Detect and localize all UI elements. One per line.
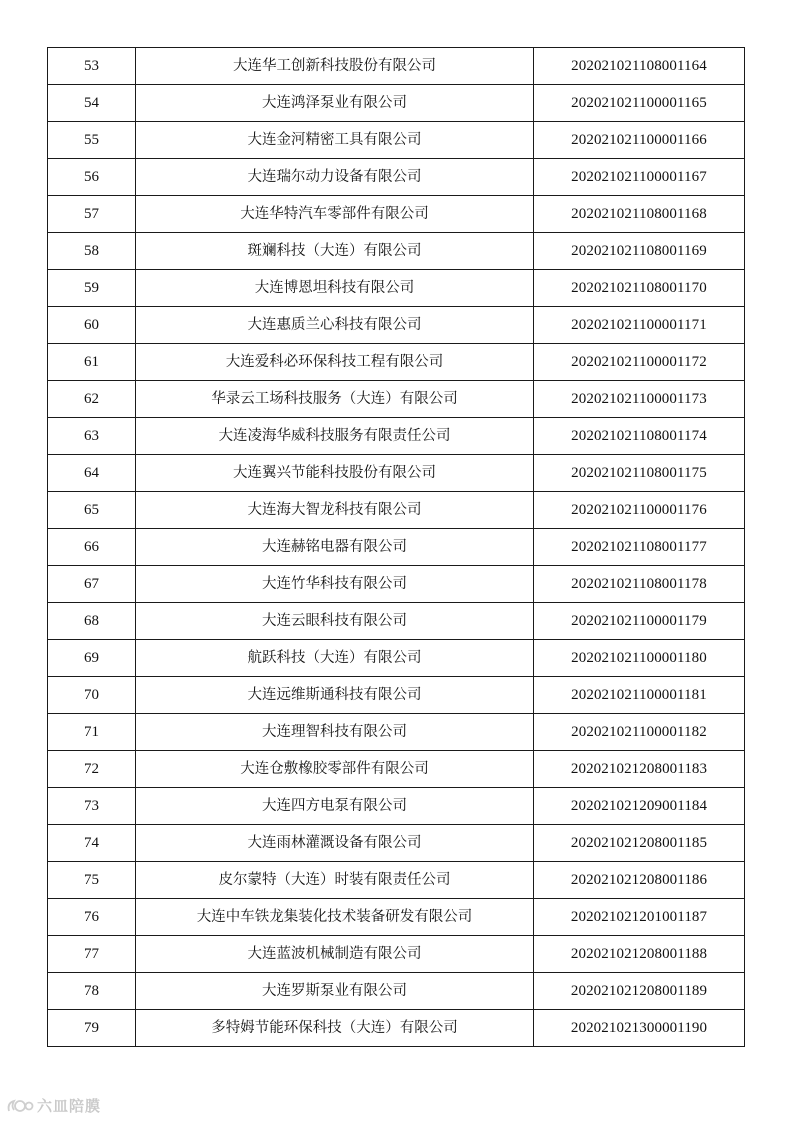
registration-code-cell: 202021021201001187	[534, 899, 745, 936]
company-name-cell: 大连雨林灌溉设备有限公司	[136, 825, 534, 862]
company-name-cell: 大连凌海华威科技服务有限责任公司	[136, 418, 534, 455]
table-row	[48, 85, 745, 122]
company-name-cell: 大连华特汽车零部件有限公司	[136, 196, 534, 233]
registration-code-cell: 202021021100001166	[534, 122, 745, 159]
company-registry-table	[47, 47, 745, 1047]
table-row	[48, 936, 745, 973]
row-number-cell: 62	[48, 381, 136, 418]
table-row	[48, 825, 745, 862]
company-name-cell: 大连竹华科技有限公司	[136, 566, 534, 603]
row-number-cell: 57	[48, 196, 136, 233]
table-row	[48, 233, 745, 270]
registration-code-cell: 202021021100001182	[534, 714, 745, 751]
company-name-cell: 大连惠质兰心科技有限公司	[136, 307, 534, 344]
watermark-logo-icon	[6, 1097, 34, 1115]
registration-code-cell: 202021021100001167	[534, 159, 745, 196]
company-name-cell: 大连云眼科技有限公司	[136, 603, 534, 640]
table-row	[48, 270, 745, 307]
registration-code-cell: 202021021100001181	[534, 677, 745, 714]
table-row	[48, 48, 745, 85]
company-name-cell: 大连赫铭电器有限公司	[136, 529, 534, 566]
registration-code-cell: 202021021208001185	[534, 825, 745, 862]
row-number-cell: 66	[48, 529, 136, 566]
row-number-cell: 60	[48, 307, 136, 344]
table-row	[48, 1010, 745, 1047]
registration-code-cell: 202021021100001165	[534, 85, 745, 122]
row-number-cell: 64	[48, 455, 136, 492]
company-name-cell: 华录云工场科技服务（大连）有限公司	[136, 381, 534, 418]
table-row	[48, 492, 745, 529]
row-number-cell: 73	[48, 788, 136, 825]
company-name-cell: 大连金河精密工具有限公司	[136, 122, 534, 159]
row-number-cell: 72	[48, 751, 136, 788]
watermark	[6, 1095, 101, 1116]
registration-code-cell: 202021021108001177	[534, 529, 745, 566]
table-row	[48, 862, 745, 899]
company-name-cell: 大连鸿泽泵业有限公司	[136, 85, 534, 122]
row-number-cell: 63	[48, 418, 136, 455]
row-number-cell: 71	[48, 714, 136, 751]
table-row	[48, 196, 745, 233]
table-row	[48, 529, 745, 566]
table-row	[48, 566, 745, 603]
company-name-cell: 斑斓科技（大连）有限公司	[136, 233, 534, 270]
row-number-cell: 56	[48, 159, 136, 196]
row-number-cell: 76	[48, 899, 136, 936]
row-number-cell: 68	[48, 603, 136, 640]
company-name-cell: 大连华工创新科技股份有限公司	[136, 48, 534, 85]
company-name-cell: 航跃科技（大连）有限公司	[136, 640, 534, 677]
table-row	[48, 751, 745, 788]
registration-code-cell: 202021021208001186	[534, 862, 745, 899]
row-number-cell: 75	[48, 862, 136, 899]
registration-code-cell: 202021021100001173	[534, 381, 745, 418]
row-number-cell: 69	[48, 640, 136, 677]
registration-code-cell: 202021021208001189	[534, 973, 745, 1010]
registration-code-cell: 202021021108001170	[534, 270, 745, 307]
table-row	[48, 677, 745, 714]
table-row	[48, 714, 745, 751]
registration-code-cell: 202021021100001172	[534, 344, 745, 381]
row-number-cell: 61	[48, 344, 136, 381]
registration-code-cell: 202021021108001174	[534, 418, 745, 455]
table-row	[48, 899, 745, 936]
registration-code-cell: 202021021208001188	[534, 936, 745, 973]
registration-code-cell: 202021021108001178	[534, 566, 745, 603]
table-row	[48, 122, 745, 159]
table-row	[48, 640, 745, 677]
company-registry-table-container	[47, 47, 744, 1047]
registration-code-cell: 202021021108001164	[534, 48, 745, 85]
company-name-cell: 多特姆节能环保科技（大连）有限公司	[136, 1010, 534, 1047]
company-name-cell: 大连爱科必环保科技工程有限公司	[136, 344, 534, 381]
row-number-cell: 55	[48, 122, 136, 159]
row-number-cell: 58	[48, 233, 136, 270]
row-number-cell: 65	[48, 492, 136, 529]
row-number-cell: 79	[48, 1010, 136, 1047]
registration-code-cell: 202021021208001183	[534, 751, 745, 788]
row-number-cell: 78	[48, 973, 136, 1010]
table-row	[48, 344, 745, 381]
table-row	[48, 307, 745, 344]
row-number-cell: 53	[48, 48, 136, 85]
registration-code-cell: 202021021108001175	[534, 455, 745, 492]
table-row	[48, 455, 745, 492]
company-name-cell: 大连仓敷橡胶零部件有限公司	[136, 751, 534, 788]
company-name-cell: 大连海大智龙科技有限公司	[136, 492, 534, 529]
table-row	[48, 603, 745, 640]
registration-code-cell: 202021021100001176	[534, 492, 745, 529]
table-row	[48, 381, 745, 418]
row-number-cell: 77	[48, 936, 136, 973]
watermark-text: 六皿陪膜	[37, 1097, 102, 1115]
registration-code-cell: 202021021300001190	[534, 1010, 745, 1047]
registration-code-cell: 202021021108001168	[534, 196, 745, 233]
row-number-cell: 74	[48, 825, 136, 862]
registration-code-cell: 202021021100001171	[534, 307, 745, 344]
registration-code-cell: 202021021100001180	[534, 640, 745, 677]
table-row	[48, 788, 745, 825]
company-name-cell: 大连远维斯通科技有限公司	[136, 677, 534, 714]
table-body	[48, 48, 745, 1047]
company-name-cell: 大连蓝波机械制造有限公司	[136, 936, 534, 973]
row-number-cell: 54	[48, 85, 136, 122]
registration-code-cell: 202021021100001179	[534, 603, 745, 640]
company-name-cell: 大连瑞尔动力设备有限公司	[136, 159, 534, 196]
table-row	[48, 418, 745, 455]
registration-code-cell: 202021021108001169	[534, 233, 745, 270]
company-name-cell: 大连中车铁龙集装化技术装备研发有限公司	[136, 899, 534, 936]
registration-code-cell: 202021021209001184	[534, 788, 745, 825]
table-row	[48, 159, 745, 196]
company-name-cell: 皮尔蒙特（大连）时装有限责任公司	[136, 862, 534, 899]
company-name-cell: 大连博恩坦科技有限公司	[136, 270, 534, 307]
company-name-cell: 大连罗斯泵业有限公司	[136, 973, 534, 1010]
row-number-cell: 70	[48, 677, 136, 714]
company-name-cell: 大连理智科技有限公司	[136, 714, 534, 751]
company-name-cell: 大连四方电泵有限公司	[136, 788, 534, 825]
row-number-cell: 59	[48, 270, 136, 307]
table-row	[48, 973, 745, 1010]
row-number-cell: 67	[48, 566, 136, 603]
company-name-cell: 大连翼兴节能科技股份有限公司	[136, 455, 534, 492]
